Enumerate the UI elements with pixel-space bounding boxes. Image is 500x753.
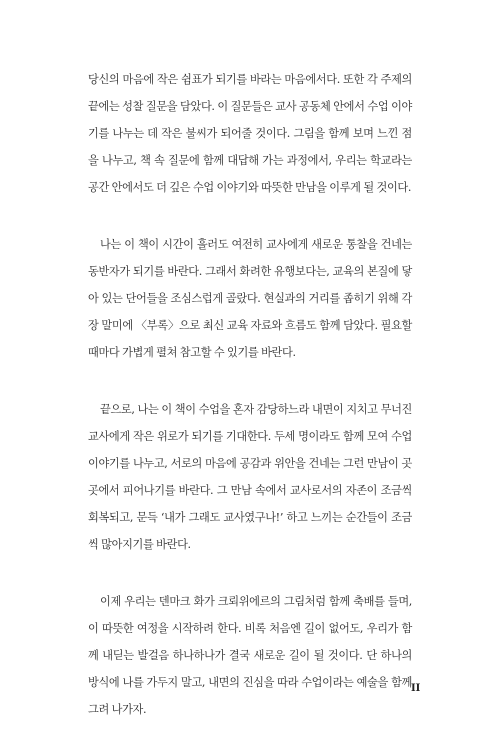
paragraph-3: 끝으로, 나는 이 책이 수업을 혼자 감당하느라 내면이 지치고 무너진 교사에게 작은 위로가 되기를 기대한다. 두세 명이라도 함께 모여 수업 이야기를 나누고, 서로의 마음에 공감과 위안을 건네는 그런 만남이 곳곳에서 피어나기를 바란다. 그 만남 속에서 교사로서의 자존이 조금씩 회복되고, 문득 ‘내가 그래도 교사였구나!’ 하고 느끼는 순간들이 조금씩 많아지기를 바란다. xyxy=(88,403,412,551)
paragraph-4: 이제 우리는 덴마크 화가 크뢰위에르의 그림처럼 함께 축배를 들며, 이 따뜻한 여정을 시작하려 한다. 비록 처음엔 길이 없어도, 우리가 함께 내딛는 발걸음 하나하나가 결국 새로운 길이 될 것이다. 단 하나의 방식에 나를 가두지 말고, 내면의 진심을 따라 수업이라는 예술을 함께 그려 나가자. xyxy=(88,595,412,716)
paragraph-2: 나는 이 책이 시간이 흘러도 여전히 교사에게 새로운 통찰을 건네는 동반자가 되기를 바란다. 그래서 화려한 유행보다는, 교육의 본질에 닿아 있는 단어들을 조심스럽게 골랐다. 현실과의 거리를 좁히기 위해 각 장 말미에 〈부록〉으로 최신 교육 자료와 흐름도 함께 담았다. 필요할 때마다 가볍게 펼쳐 참고할 수 있기를 바란다. xyxy=(88,238,412,359)
page-number: II xyxy=(411,683,421,694)
paragraph-1: 당신의 마음에 작은 쉼표가 되기를 바라는 마음에서다. 또한 각 주제의 끝에는 성찰 질문을 담았다. 이 질문들은 교사 공동체 안에서 수업 이야기를 나누는 데 작은 불씨가 되어줄 것이다. 그림을 함께 보며 느낀 점을 나누고, 책 속 질문에 함께 대답해 가는 과정에서, 우리는 학교라는 공간 안에서도 더 깊은 수업 이야기와 따뜻한 만남을 이루게 될 것이다. xyxy=(88,73,412,194)
page-body xyxy=(88,66,412,753)
